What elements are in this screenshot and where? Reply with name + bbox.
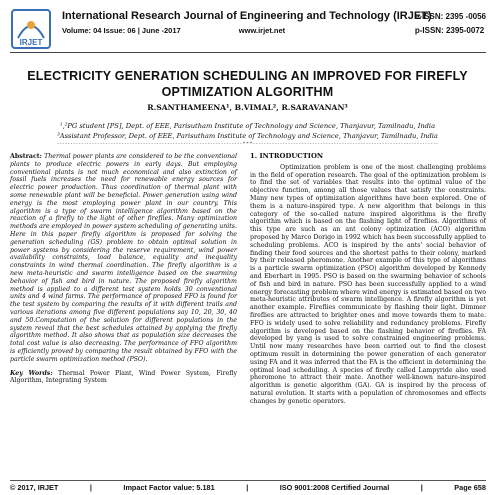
journal-header	[10, 8, 486, 52]
keywords-label: Key Words:	[10, 369, 53, 377]
journal-website[interactable]: www.irjet.net	[238, 26, 286, 35]
paper-title	[20, 68, 475, 100]
svg-text:IRJET: IRJET	[19, 38, 43, 47]
volume-line: Volume: 04 Issue: 06 | June -2017	[62, 26, 181, 35]
journal-title: International Research Journal of Engineering and Technology (IRJET)	[62, 10, 432, 22]
author-list: R.SANTHAMEENA¹, B.VIMAL², R.SARAVANAN³	[147, 103, 348, 112]
header-divider	[10, 52, 486, 53]
title-line-2: OPTIMIZATION ALGORITHM	[161, 85, 334, 99]
abstract	[10, 153, 237, 364]
affiliations	[20, 121, 475, 141]
e-issn: e-ISSN: 2395 -0056	[414, 12, 486, 21]
p-issn: p-ISSN: 2395-0072	[414, 26, 485, 35]
separator-line: ---------------------------------------------------------------------***---------------------------------------------------------------------	[57, 141, 439, 147]
footer-sep: |	[246, 483, 249, 492]
page-footer	[10, 483, 486, 492]
copyright: © 2017, IRJET	[10, 483, 59, 492]
footer-sep: |	[420, 483, 423, 492]
page-number: Page 658	[454, 483, 486, 492]
impact-factor: Impact Factor value: 5.181	[123, 483, 215, 492]
section-heading: 1. INTRODUCTION	[250, 152, 324, 160]
affiliation-2: ³Assistant Professor, Dept. of EEE, Parisutham Institute of Technology and Science, Thanjavur, Tamilnadu, India	[57, 132, 438, 140]
iso-certification: ISO 9001:2008 Certified Journal	[279, 483, 390, 492]
title-line-1: ELECTRICITY GENERATION SCHEDULING AN IMPROVED FOR FIREFLY	[27, 69, 468, 83]
introduction-column	[250, 153, 486, 406]
abstract-label: Abstract:	[10, 153, 42, 160]
footer-sep: |	[89, 483, 92, 492]
affiliation-1: ¹,²PG student [PS], Dept. of EEE, Parisutham Institute of Technology and Science, Thanjavur, Tamilnadu, India	[59, 122, 436, 130]
keywords	[10, 370, 237, 386]
irjet-logo	[10, 8, 52, 50]
keywords-text: Thermal Power Plant, Wind Power System, Firefly Algorithm, Integrating System	[10, 369, 237, 385]
footer-divider	[10, 480, 486, 481]
intro-paragraph: Optimization problem is one of the most challenging problems in the field of operation research. The goal of the optimization problem is to find the set of variables that results into the optimal value of the objective function, among all those values that satisfy the constraints. Many new types of optimization algorithms have been explored. One of them is a nature-inspired type. A new algorithm that belongs in this category of the so-called nature inspired algorithms is the firefly algorithm which is based on the flashing light of fireflies. Algorithms of this type are such as an ant colony optimization (ACO) algorithm proposed by Marco Dorigo in 1992 which has been successfully applied to scheduling problems. ACO is inspired by the ants' social behavior of finding their food sources and the shortest paths to their colony, marked by their released pheromone. Another example of this type of algorithms is a particle swarm optimization (PSO) algorithm developed by Kennedy and Eberhart in 1995. PSO is based on the swarming behavior of schools of fish and bird in nature. PSO has been successfully applied to a wind energy forecasting problem where wind energy is estimated based on two meta-heuristic attributes of swarm intelligence. A firefly algorithm is yet another example. Fireflies communicate by flashing their light. Dimmer fireflies are attracted to brighter ones and move towards them to mate. FFO is widely used to solve reliability and redundancy problems. Firefly algorithm is developed based on the flashing behavior of fireflies. FA developed by yang is used to solve constrained engineering problems. Until now many researches have been carried out to find the closest optimum result in determining the power generation of each generator using FA and it was inferred that the FA is the efficient in determining the optimal load scheduling. A species of firefly called Lampyride also used pheromone to attract their mate. Another well-known nature-inspired algorithm is genetic algorithm (GA). GA is inspired by the process of natural evolution. It starts with a population of chromosomes and effects changes by genetic operators.	[250, 163, 486, 405]
abstract-column	[10, 153, 237, 385]
abstract-text: Thermal power plants are considered to be the conventional plants to produce electric powers in early days. But employing conventional plants is not much economical and also extinction of fossil fuels increases the need for renewable energy sources for electric power production. Thus coordination of thermal plant with some renewable plant will be beneficial. Power generation using wind energy is the most employing power plant in our country. This algorithm is a type of swarm intelligence algorithm based on the reaction of a firefly to the light of other fireflies. Many optimization methods are employed in power system scheduling of generating units. Here in this paper firefly algorithm is proposed for solving the generation scheduling (GS) problem to obtain optimal solution in power systems by considering the reserve requirement, wind power availability constraints, load balance, equality and inequality constraints in wind thermal coordination. The firefly algorithm is a new meta-heuristic and swarm intelligence based on the swarming behavior of fish and bird in nature. The proposed firefly algorithm method is applied to a different test system holds 30 conventional units and 4 wind farms. The performance of proposed FFO is found for the test system by comparing the results of it with different trails and various iterations among five different populations say 10, 20, 30, 40 and 50.Computation of the solution for different populations in the system reveal that the best schedules attained by applying the firefly algorithm method. It also shows that as population size decreases the total cost value is also decreasing. The performance of FFO algorithm is efficiently proved by comparing the result obtained by FFO with the particle swarm optimization method (PSO).	[10, 153, 237, 363]
